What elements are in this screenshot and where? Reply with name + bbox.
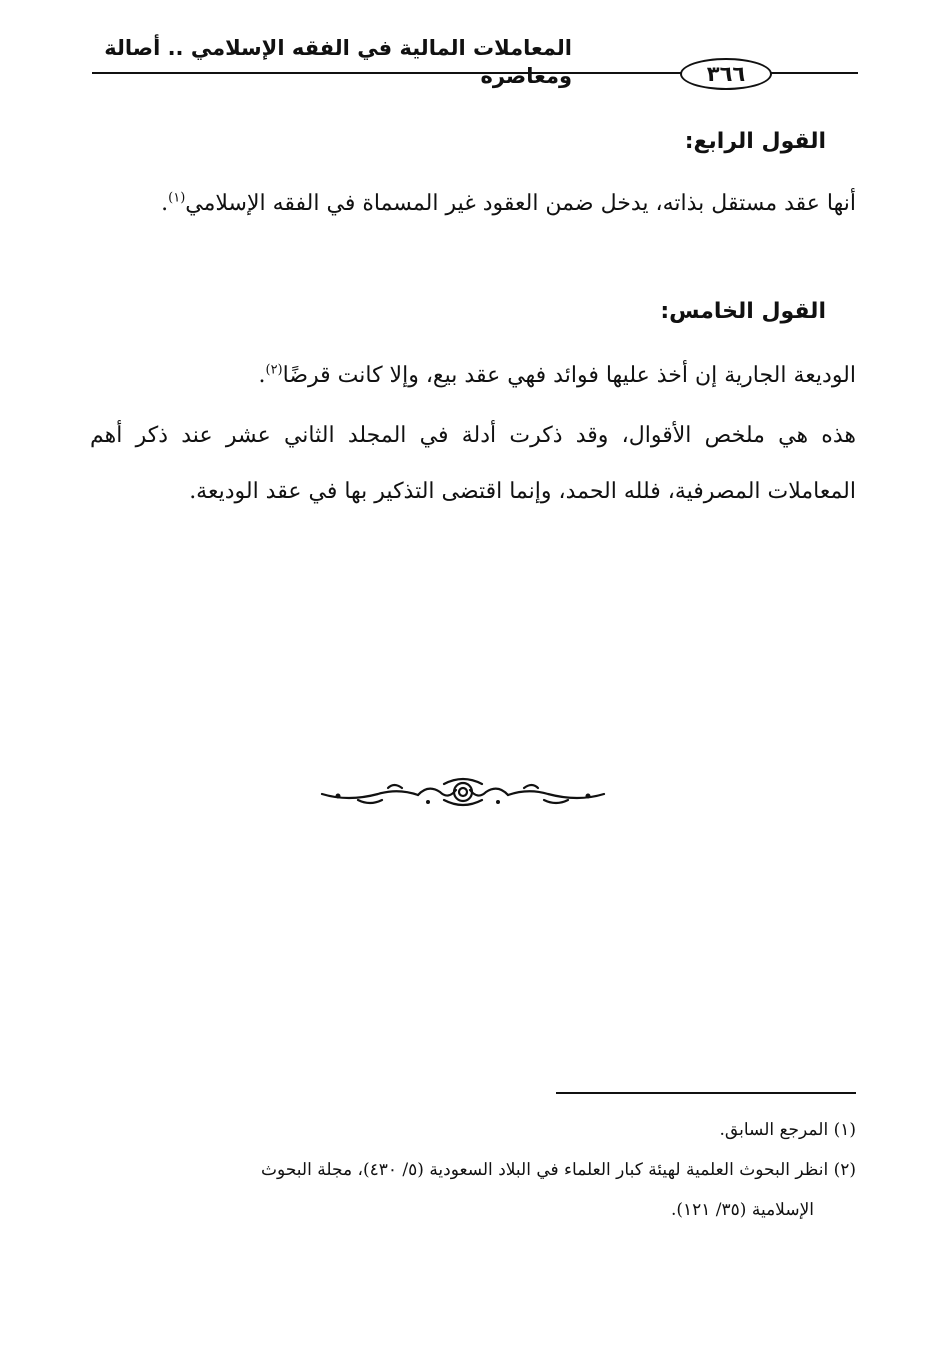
- fifth-opinion-end: .: [258, 363, 266, 388]
- footnote-2: [86, 1150, 856, 1230]
- fourth-opinion-end: .: [161, 191, 169, 216]
- footnote-1: [86, 1110, 856, 1150]
- running-header-title: المعاملات المالية في الفقه الإسلامي .. أصالة ومعاصرة: [104, 36, 572, 88]
- footnote-1-text: المرجع السابق.: [719, 1120, 829, 1140]
- footnote-rule: [556, 1092, 856, 1094]
- fifth-opinion-paragraph: [90, 348, 856, 404]
- fifth-opinion-text: الوديعة الجارية إن أخذ عليها فوائد فهي عقد بيع، وإلا كانت قرضًا: [282, 363, 856, 388]
- footnote-2-text-cont: الإسلامية (٣٥/ ١٢١).: [670, 1200, 814, 1220]
- fourth-opinion-text: أنها عقد مستقل بذاته، يدخل ضمن العقود غير المسماة في الفقه الإسلامي: [185, 191, 856, 216]
- footnote-ref-1: (١): [168, 190, 186, 206]
- footnote-1-number: (١): [833, 1120, 856, 1140]
- summary-paragraph: هذه هي ملخص الأقوال، وقد ذكرت أدلة في المجلد الثاني عشر عند ذكر أهم المعاملات المصرفية، فلله الحمد، وإنما اقتضى التذكير بها في عقد الوديعة.: [90, 423, 856, 504]
- footnote-2-number: (٢): [833, 1160, 856, 1180]
- fourth-opinion-heading: القول الرابع:: [684, 129, 826, 154]
- footnote-2-text: انظر البحوث العلمية لهيئة كبار العلماء في البلاد السعودية (٥/ ٤٣٠)، مجلة البحوث: [261, 1160, 829, 1180]
- fifth-opinion-heading: القول الخامس:: [660, 299, 826, 324]
- fourth-opinion-paragraph: [90, 176, 856, 232]
- page-number: ٣٦٦: [680, 58, 772, 90]
- ornament-divider: [318, 776, 608, 810]
- footnote-ref-2: (٢): [265, 362, 283, 378]
